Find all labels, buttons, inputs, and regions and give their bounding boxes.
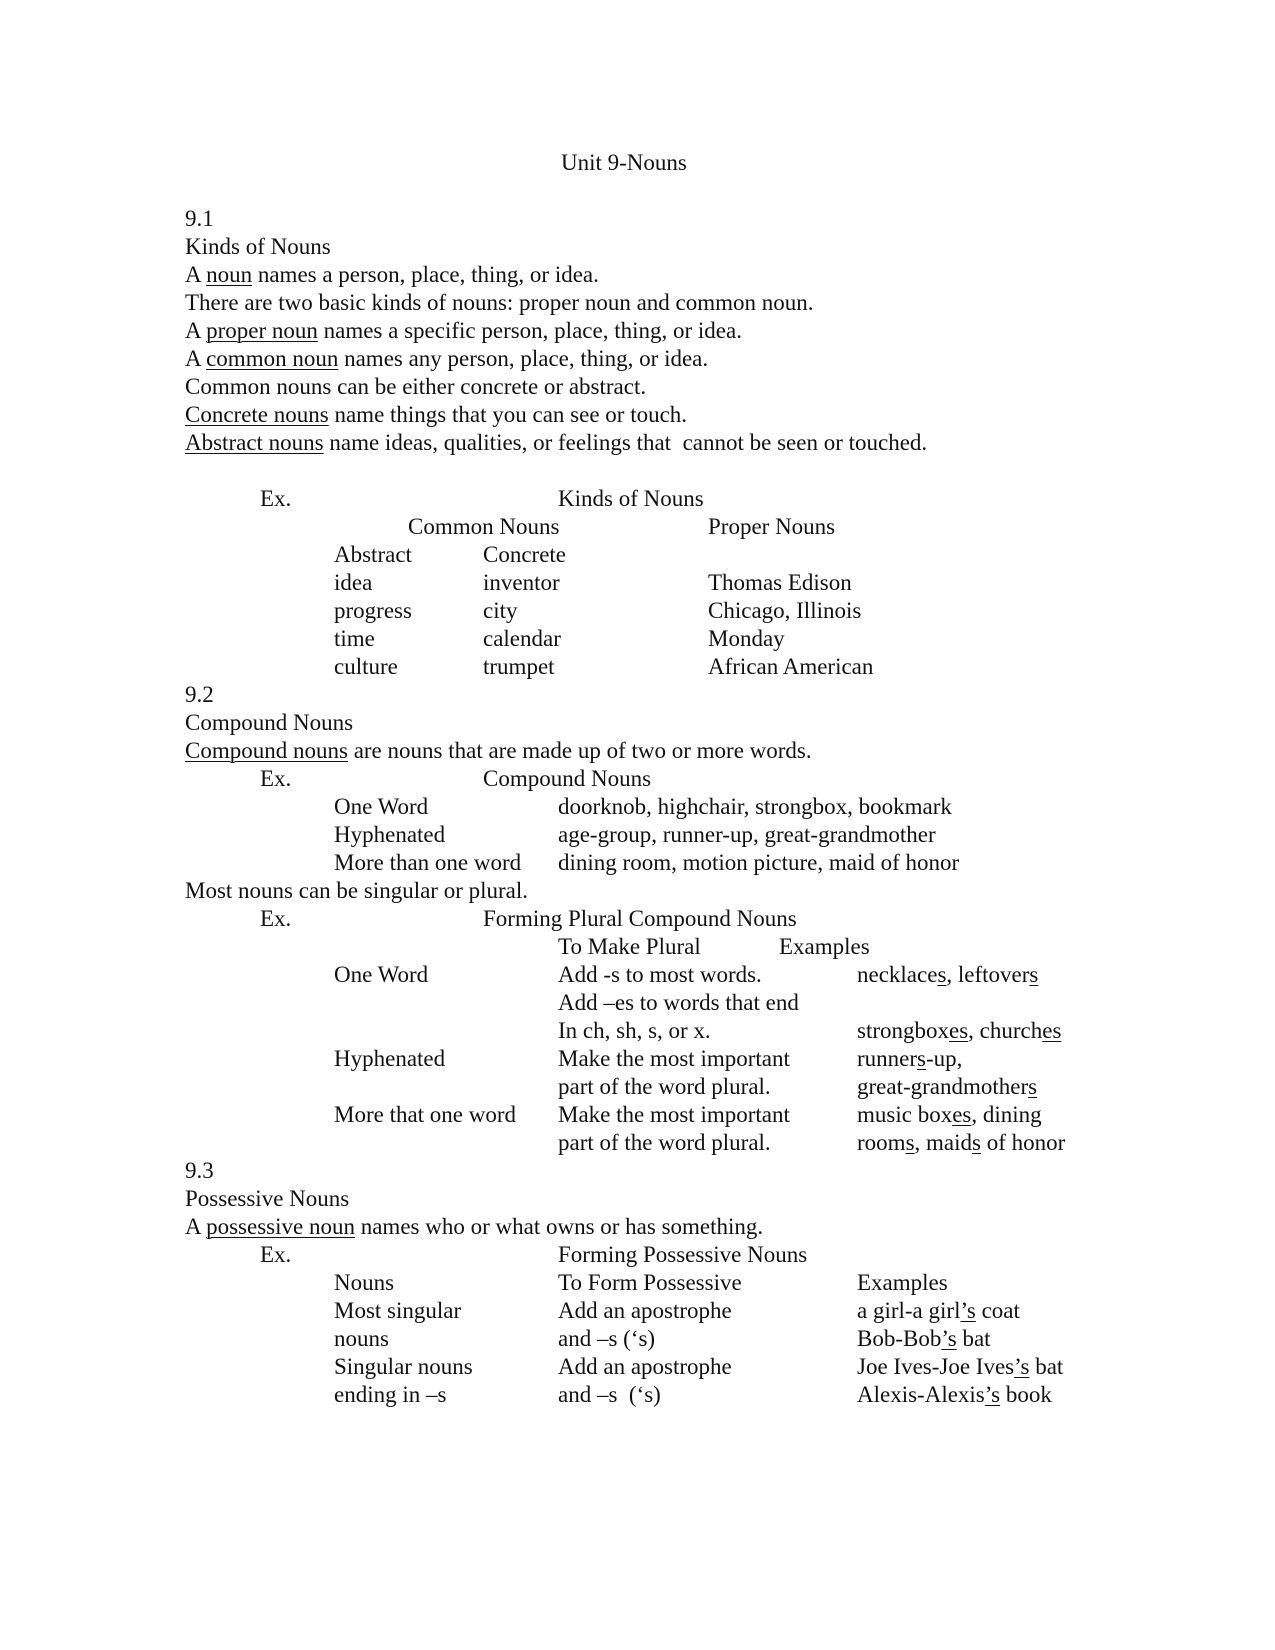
compound-examples-cell: doorknob, highchair, strongbox, bookmark — [558, 794, 952, 819]
possessive-form-cell: and –s (‘s) — [558, 1326, 656, 1351]
compound-kind-cell: Hyphenated — [334, 822, 446, 847]
concrete-cell: trumpet — [483, 654, 555, 679]
section-heading-possessive-nouns: Possessive Nouns — [185, 1186, 350, 1211]
plural-table-title: Forming Plural Compound Nouns — [483, 906, 797, 931]
possessive-example-cell: Alexis-Alexis’s book — [857, 1382, 1052, 1407]
definition-common-noun: A common noun names any person, place, thing, or idea. — [185, 346, 709, 371]
abstract-header: Abstract — [334, 542, 412, 567]
proper-nouns-header: Proper Nouns — [708, 514, 836, 539]
definition-noun: A noun names a person, place, thing, or idea. — [185, 262, 599, 287]
plural-rule-cell: Make the most important — [558, 1046, 790, 1071]
section-heading-kinds-of-nouns: Kinds of Nouns — [185, 234, 331, 259]
section-number-9-2: 9.2 — [185, 682, 214, 707]
possessive-form-cell: Add an apostrophe — [558, 1298, 732, 1323]
abstract-cell: idea — [334, 570, 373, 595]
possessive-noun-cell: nouns — [334, 1326, 389, 1351]
possessive-form-cell: and –s (‘s) — [558, 1382, 661, 1407]
section-number-9-1: 9.1 — [185, 206, 214, 231]
concrete-header: Concrete — [483, 542, 567, 567]
section-number-9-3: 9.3 — [185, 1158, 214, 1183]
possessive-example-cell: Bob-Bob’s bat — [857, 1326, 991, 1351]
proper-cell: Monday — [708, 626, 785, 651]
possessive-form-header: To Form Possessive — [558, 1270, 742, 1295]
plural-examples-header: Examples — [779, 934, 870, 959]
plural-example-cell: necklaces, leftovers — [857, 962, 1039, 987]
basic-kinds-sentence: There are two basic kinds of nouns: proper noun and common noun. — [185, 290, 814, 315]
kinds-table-title: Kinds of Nouns — [558, 486, 704, 511]
singular-plural-sentence: Most nouns can be singular or plural. — [185, 878, 529, 903]
common-nouns-sentence: Common nouns can be either concrete or abstract. — [185, 374, 647, 399]
compound-table-title: Compound Nouns — [483, 766, 652, 791]
example-label: Ex. — [260, 906, 292, 931]
plural-rule-cell: Add –es to words that end — [558, 990, 799, 1015]
plural-example-cell: great-grandmothers — [857, 1074, 1038, 1099]
proper-cell: Chicago, Illinois — [708, 598, 862, 623]
abstract-cell: time — [334, 626, 375, 651]
possessive-noun-cell: Most singular — [334, 1298, 462, 1323]
page-title: Unit 9-Nouns — [561, 150, 687, 175]
abstract-cell: culture — [334, 654, 398, 679]
possessive-example-cell: Joe Ives-Joe Ives’s bat — [857, 1354, 1064, 1379]
plural-kind-cell: Hyphenated — [334, 1046, 446, 1071]
abstract-cell: progress — [334, 598, 412, 623]
concrete-cell: city — [483, 598, 518, 623]
definition-concrete-nouns: Concrete nouns name things that you can see or touch. — [185, 402, 688, 427]
plural-rule-cell: In ch, sh, s, or x. — [558, 1018, 711, 1043]
definition-proper-noun: A proper noun names a specific person, place, thing, or idea. — [185, 318, 742, 343]
possessive-noun-cell: ending in –s — [334, 1382, 447, 1407]
compound-kind-cell: One Word — [334, 794, 429, 819]
plural-kind-cell: One Word — [334, 962, 429, 987]
concrete-cell: inventor — [483, 570, 560, 595]
possessive-form-cell: Add an apostrophe — [558, 1354, 732, 1379]
definition-compound-nouns: Compound nouns are nouns that are made up of two or more words. — [185, 738, 812, 763]
possessive-noun-cell: Singular nouns — [334, 1354, 473, 1379]
proper-cell: Thomas Edison — [708, 570, 852, 595]
compound-kind-cell: More than one word — [334, 850, 522, 875]
plural-example-cell: strongboxes, churches — [857, 1018, 1062, 1043]
compound-examples-cell: age-group, runner-up, great-grandmother — [558, 822, 936, 847]
proper-cell: African American — [708, 654, 874, 679]
possessive-nouns-header: Nouns — [334, 1270, 395, 1295]
plural-rule-cell: part of the word plural. — [558, 1130, 771, 1155]
concrete-cell: calendar — [483, 626, 561, 651]
common-nouns-header: Common Nouns — [408, 514, 560, 539]
example-label: Ex. — [260, 1242, 292, 1267]
plural-example-cell: runners-up, — [857, 1046, 963, 1071]
possessive-table-title: Forming Possessive Nouns — [558, 1242, 808, 1267]
possessive-examples-header: Examples — [857, 1270, 948, 1295]
plural-rule-cell: part of the word plural. — [558, 1074, 771, 1099]
plural-rule-cell: Add -s to most words. — [558, 962, 762, 987]
possessive-example-cell: a girl-a girl’s coat — [857, 1298, 1020, 1323]
definition-abstract-nouns: Abstract nouns name ideas, qualities, or feelings that cannot be seen or touched. — [185, 430, 928, 455]
plural-example-cell: rooms, maids of honor — [857, 1130, 1066, 1155]
plural-kind-cell: More that one word — [334, 1102, 517, 1127]
example-label: Ex. — [260, 766, 292, 791]
example-label: Ex. — [260, 486, 292, 511]
definition-possessive-noun: A possessive noun names who or what owns or has something. — [185, 1214, 764, 1239]
plural-rule-header: To Make Plural — [558, 934, 701, 959]
plural-rule-cell: Make the most important — [558, 1102, 790, 1127]
compound-examples-cell: dining room, motion picture, maid of honor — [558, 850, 960, 875]
section-heading-compound-nouns: Compound Nouns — [185, 710, 354, 735]
plural-example-cell: music boxes, dining — [857, 1102, 1042, 1127]
